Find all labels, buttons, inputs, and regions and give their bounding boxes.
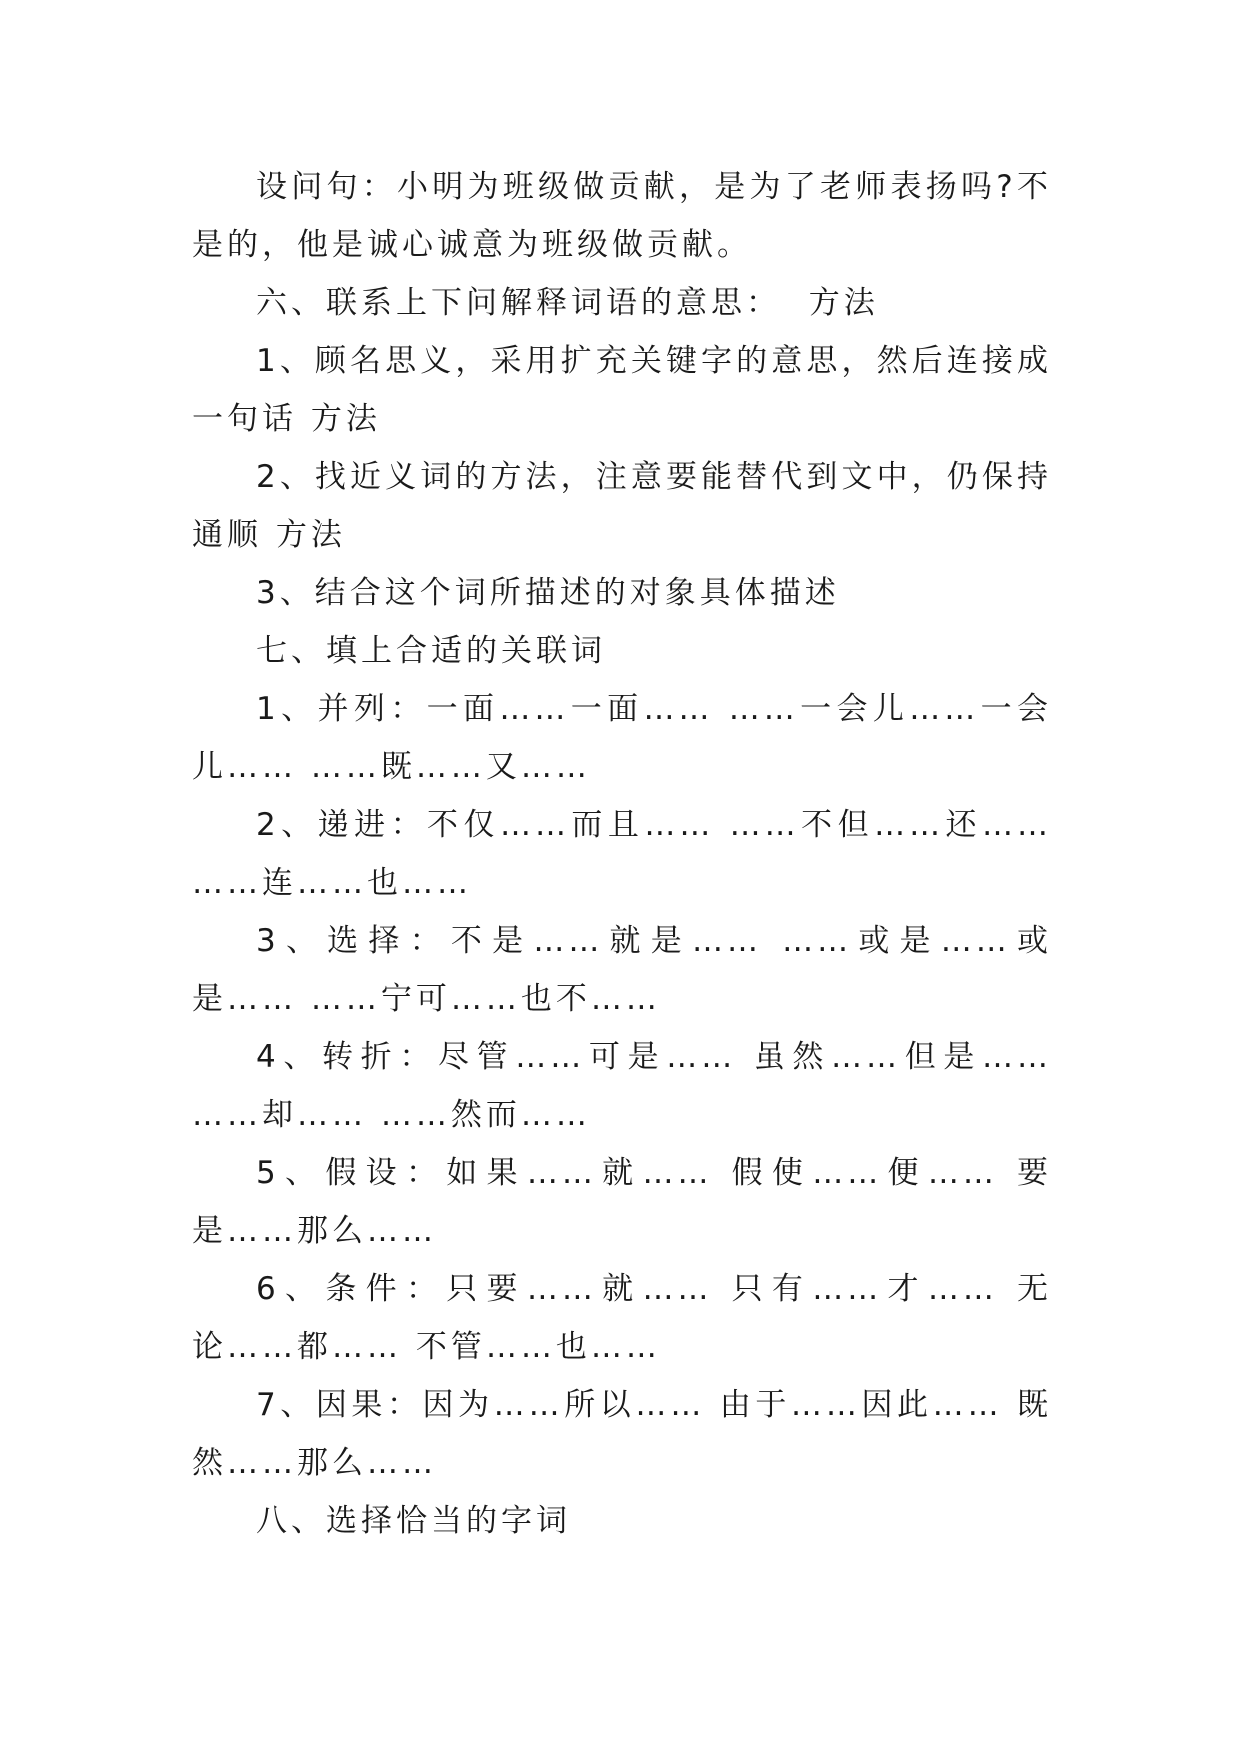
heading-section-7: 七、填上合适的关联词 [256,633,606,669]
list-item: 5、假设：如果……就…… 假使……便…… 要是……那么…… [192,1155,1052,1249]
list-item: 1、并列：一面……一面…… ……一会儿……一会儿…… ……既……又…… [192,691,1052,785]
heading-section-8: 八、选择恰当的字词 [256,1503,571,1539]
list-item: 3、选择：不是……就是…… ……或是……或是…… ……宁可……也不…… [192,923,1052,1017]
paragraph-rhetorical-question: 设问句：小明为班级做贡献，是为了老师表扬吗?不是的，他是诚心诚意为班级做贡献。 [192,169,1052,263]
list-item: 3、结合这个词所描述的对象具体描述 [256,575,840,611]
list-item: 2、递进：不仅……而且…… ……不但……还…… ……连……也…… [192,807,1066,901]
list-item: 1、顾名思义，采用扩充关键字的意思，然后连接成一句话 方法 [192,343,1052,437]
document-body [192,158,1066,1550]
list-item: 2、找近义词的方法，注意要能替代到文中，仍保持通顺 方法 [192,459,1052,553]
list-item: 6、条件：只要……就…… 只有……才…… 无论……都…… 不管……也…… [192,1271,1052,1365]
heading-section-6: 六、联系上下问解释词语的意思： 方法 [256,285,879,321]
list-item: 7、因果：因为……所以…… 由于……因此…… 既然……那么…… [192,1387,1052,1481]
list-item: 4、转折：尽管……可是…… 虽然……但是…… ……却…… ……然而…… [192,1039,1066,1133]
